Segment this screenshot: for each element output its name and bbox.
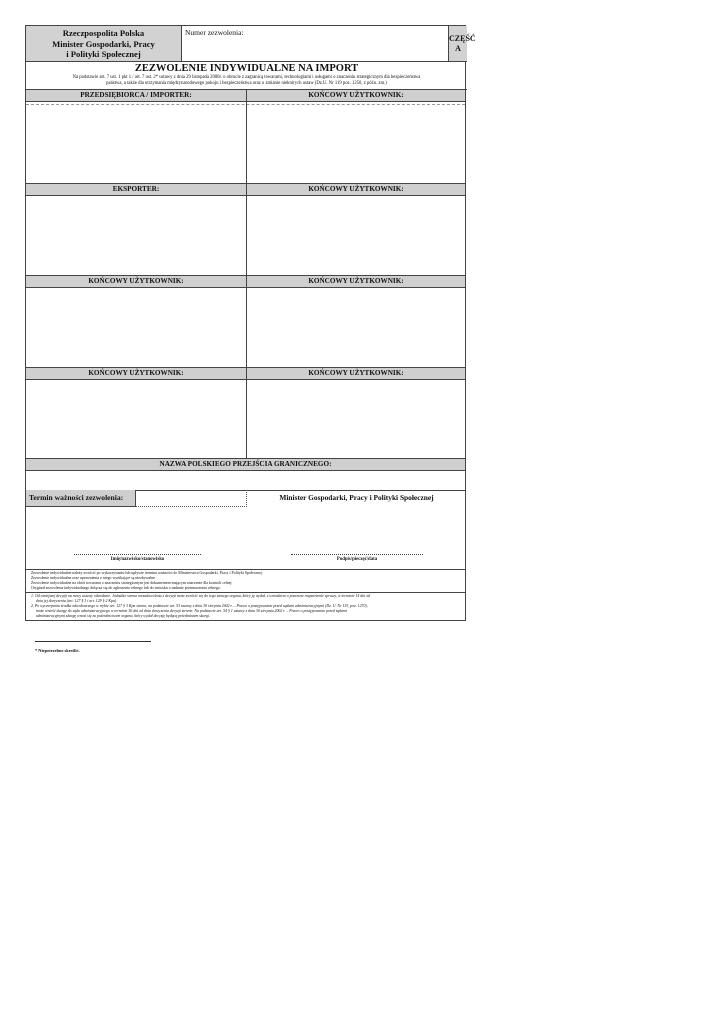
end-user-field-1[interactable] [246,102,465,183]
instruction-line: 2. Po wyczerpaniu środka odwoławczego w trybie art. 127 § 3 Kpa strona, na podstawie art. 53 ustawy z dnia 30 sierpnia 2002 r. – Prawo o postępowaniu przed sądami administracyjnymi (Dz. U. Nr 153, poz. 1270), [31,603,368,608]
importer-header: PRZEDSIĘBIORCA / IMPORTER: [26,90,246,102]
validity-date-field[interactable] [136,490,247,507]
end-user-field-5[interactable] [26,380,246,459]
instruction-line: administracyjnymi skargę wnosi się za pośrednictwem organu, który wydał decyzję będącą przedmiotem skargi. [36,613,210,618]
instruction-line: 1. Od niniejszej decyzji na mocy ustawy odwołanie. Jednakże strona niezadowolona z decyzji może zwrócić się do tego samego organu, który ją wydał, z wnioskiem o ponowne rozpatrzenie sprawy, w terminie 14 dni od [31,594,371,598]
legal-basis-line-2: państwa, a także dla utrzymania międzynarodowego pokoju i bezpieczeństwa oraz o zmianie niektórych ustaw (Dz.U. Nr 119 poz. 1250, z późn. zm.) [106,81,387,87]
border-crossing-header: NAZWA POLSKIEGO PRZEJŚCIA GRANICZNEGO: [26,458,465,471]
permit-number-field[interactable] [182,26,448,62]
name-signature-line[interactable] [74,554,201,555]
end-user-header-5: KOŃCOWY UŻYTKOWNIK: [26,367,246,380]
footnote-marker: * Niepotrzebne skreślić. [35,648,80,653]
document-title: ZEZWOLENIE INDYWIDUALNE NA IMPORT [134,63,359,74]
importer-field[interactable] [26,102,246,183]
title-block [26,62,467,90]
validity-label: Termin ważności zezwolenia: [26,490,136,507]
signature-line[interactable] [291,554,423,555]
end-user-header-6: KOŃCOWY UŻYTKOWNIK: [246,367,465,380]
exporter-field[interactable] [26,196,246,275]
authority-line-2: Minister Gospodarki, Pracy [52,38,155,49]
end-user-field-2[interactable] [246,196,465,275]
legal-basis-line-1: Na podstawie art. 7 ust. 1 pkt 1 / art. 7 ust. 2* ustawy z dnia 29 listopada 2000r. o obrocie z zagranicą towarami, technologiami i usługami o znaczeniu strategicznym dla bezpieczeństwa [72,75,421,80]
usage-note: Oryginał zezwolenia indywidualnego dołącza się do zgłoszenia celnego lub do wniosku o nadanie przeznaczenia celnego. [31,585,221,590]
divider [26,592,465,593]
end-user-field-6[interactable] [246,380,465,459]
usage-note: Zezwolenie indywidualne na obrót towarami o znaczeniu strategicznym jest dokumentem mającym znaczenie dla kontroli celnej. [31,580,233,585]
part-label: CZĘŚĆ [449,34,476,43]
instruction-line: może wnieść skargę do sądu administracyjnego w terminie 30 dni od dnia doręczenia decyzji stronie. Na podstawie art. 54 § 1 ustawy z dnia 30 sierpnia 2002 r. – Prawo o postępowaniu przed sądami [36,608,347,613]
divider [26,569,465,570]
authority-line-1: Rzeczpospolita Polska [62,28,145,38]
part-indicator [448,26,476,62]
end-user-header-3: KOŃCOWY UŻYTKOWNIK: [26,275,246,288]
instruction-line: dnia jej doręczenia (art. 127 § 3 i art. 129 § 2 Kpa). [36,598,118,603]
usage-notes [31,571,463,591]
end-user-header-2: KOŃCOWY UŻYTKOWNIK: [246,183,465,196]
permit-number-label: Numer zezwolenia: [185,28,244,37]
issuing-authority [26,26,182,62]
name-caption: Imię/nazwisko/stanowisko [110,557,165,562]
end-user-field-4[interactable] [246,288,465,367]
border-crossing-field[interactable] [26,471,465,490]
legal-basis [26,75,467,87]
appeal-instructions [31,594,463,619]
usage-note: Zezwolenie indywidualne należy zwrócić po wykorzystaniu lub upływie terminu ważności do Ministerstwa Gospodarki, Pracy i Polityki Społecznej. [31,571,263,575]
permit-form [25,25,476,621]
authority-line-3: i Polityki Społecznej [66,49,141,59]
exporter-header: EKSPORTER: [26,183,246,196]
end-user-header-1: KOŃCOWY UŻYTKOWNIK: [246,90,465,102]
signature-caption: Podpis/pieczęć/data [336,557,378,562]
minister-title: Minister Gospodarki, Pracy i Polityki Społecznej [279,493,434,502]
usage-note: Zezwolenie indywidualne oraz uprawnienia z niego wynikające są niezbywalne. [31,575,156,580]
end-user-header-4: KOŃCOWY UŻYTKOWNIK: [246,275,465,288]
end-user-field-3[interactable] [26,288,246,367]
part-letter: A [455,43,461,53]
footnote-rule [35,641,151,642]
